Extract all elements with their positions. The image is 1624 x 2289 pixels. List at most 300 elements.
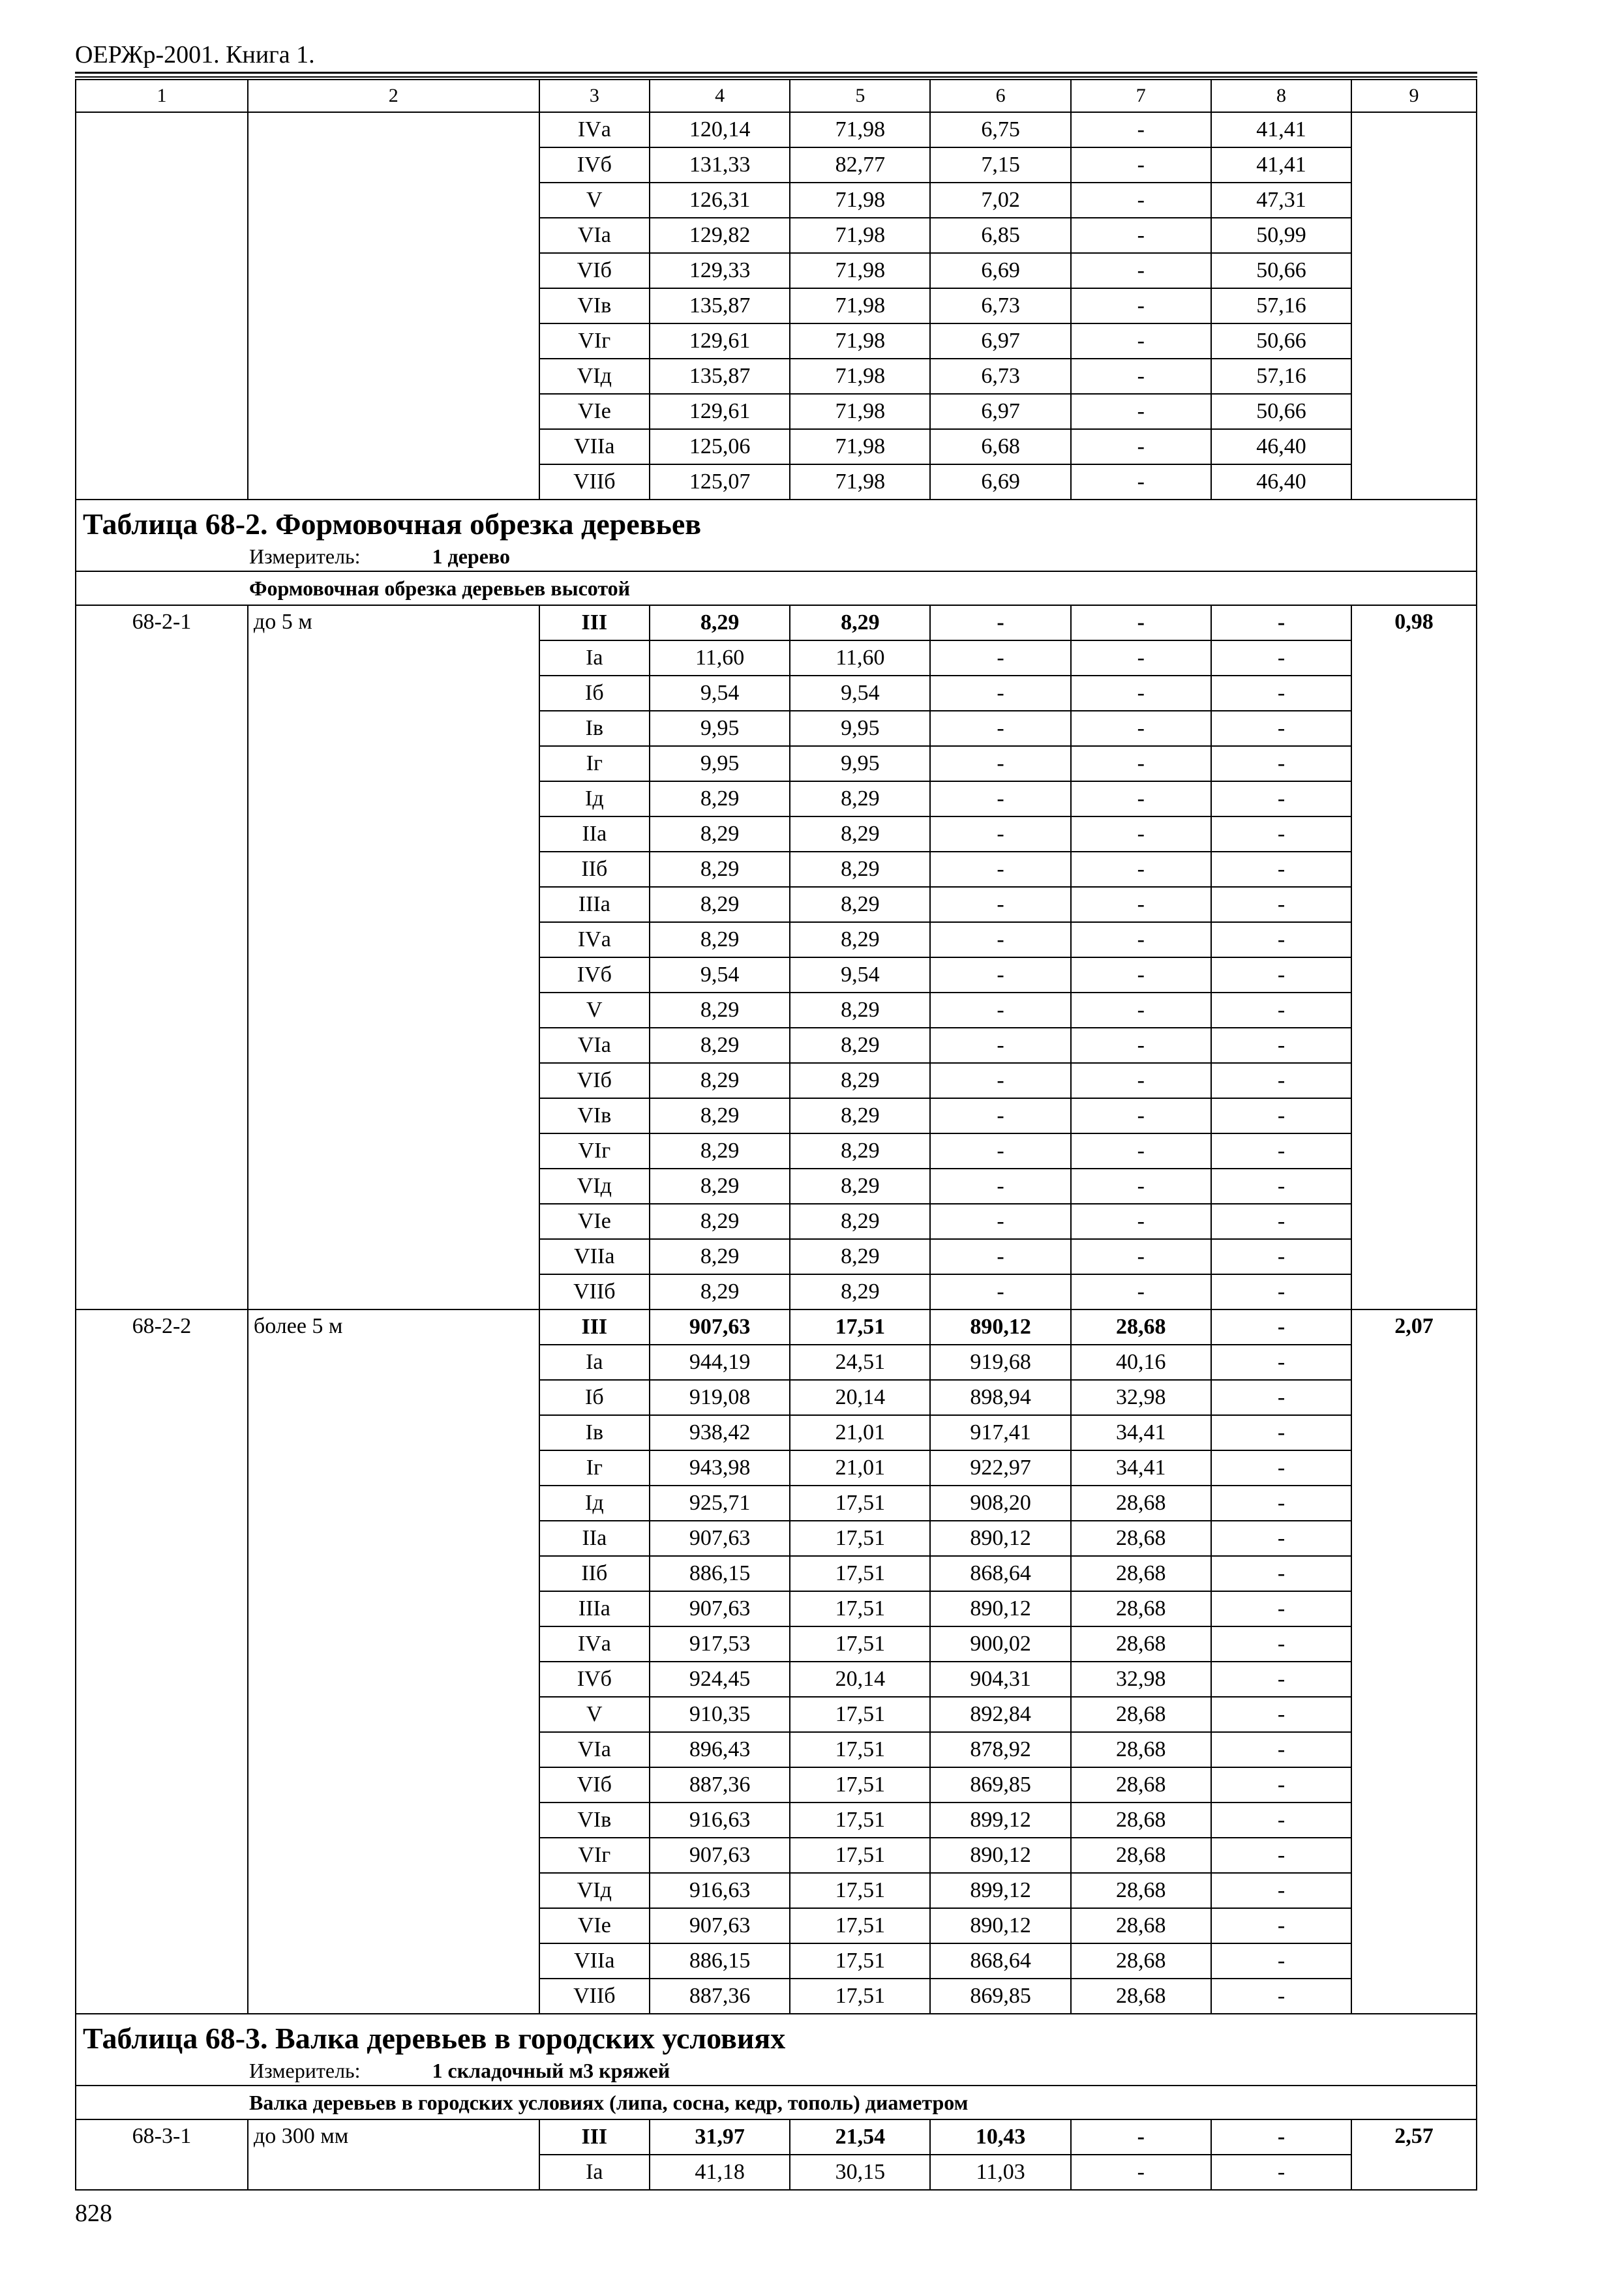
value-cell: - xyxy=(930,746,1070,781)
value-cell: 6,97 xyxy=(930,394,1070,429)
value-cell: 943,98 xyxy=(650,1450,790,1486)
value-cell: 6,73 xyxy=(930,288,1070,323)
value-cell: - xyxy=(1211,1697,1351,1732)
value-cell: 125,06 xyxy=(650,429,790,464)
value-cell: - xyxy=(1211,711,1351,746)
value-cell: 916,63 xyxy=(650,1803,790,1838)
value-cell: IVб xyxy=(539,1662,650,1697)
value-cell: 9,95 xyxy=(790,711,930,746)
value-cell: 57,16 xyxy=(1211,288,1351,323)
value-cell: - xyxy=(1211,887,1351,922)
value-cell: 20,14 xyxy=(790,1662,930,1697)
value-cell: 8,29 xyxy=(790,1204,930,1239)
value-cell: 50,66 xyxy=(1211,394,1351,429)
value-cell: Iв xyxy=(539,1415,650,1450)
value-cell: V xyxy=(539,993,650,1028)
value-cell: 17,51 xyxy=(790,1838,930,1873)
value-cell: VIа xyxy=(539,218,650,253)
value-cell: 50,66 xyxy=(1211,253,1351,288)
value-cell: III xyxy=(539,2119,650,2155)
value-cell: Iд xyxy=(539,1486,650,1521)
value-cell: 887,36 xyxy=(650,1767,790,1803)
value-cell: - xyxy=(1211,1450,1351,1486)
value-cell: 890,12 xyxy=(930,1591,1070,1626)
value-cell: - xyxy=(930,1204,1070,1239)
value-cell: 21,01 xyxy=(790,1450,930,1486)
value-cell: - xyxy=(930,957,1070,993)
code-cell: 68-3-1 xyxy=(76,2119,248,2190)
value-cell: 907,63 xyxy=(650,1521,790,1556)
value-cell: 28,68 xyxy=(1071,1591,1211,1626)
value-cell: 8,29 xyxy=(650,887,790,922)
value-cell: 8,29 xyxy=(790,816,930,852)
value-cell: - xyxy=(1071,218,1211,253)
value-cell: - xyxy=(1071,394,1211,429)
value-cell: - xyxy=(1071,1274,1211,1309)
value-cell: 8,29 xyxy=(650,1239,790,1274)
value-cell: - xyxy=(1211,1486,1351,1521)
value-cell: Iа xyxy=(539,1345,650,1380)
value-cell: - xyxy=(1071,711,1211,746)
norm-cell: 2,57 xyxy=(1351,2119,1477,2190)
value-cell: - xyxy=(1211,1239,1351,1274)
value-cell: - xyxy=(1211,1908,1351,1943)
value-cell: 896,43 xyxy=(650,1732,790,1767)
value-cell: - xyxy=(1211,1063,1351,1098)
table-body xyxy=(76,80,1477,2190)
value-cell: 11,03 xyxy=(930,2155,1070,2190)
value-cell: 71,98 xyxy=(790,218,930,253)
value-cell: 17,51 xyxy=(790,1556,930,1591)
value-cell: VIIа xyxy=(539,1239,650,1274)
value-cell: V xyxy=(539,183,650,218)
value-cell: - xyxy=(1071,359,1211,394)
value-cell: - xyxy=(930,676,1070,711)
value-cell: 129,33 xyxy=(650,253,790,288)
value-cell: 925,71 xyxy=(650,1486,790,1521)
value-cell: III xyxy=(539,605,650,640)
value-cell: Iб xyxy=(539,676,650,711)
name-cell: до 5 м xyxy=(248,605,539,1309)
value-cell: 71,98 xyxy=(790,112,930,147)
value-cell: 21,01 xyxy=(790,1415,930,1450)
value-cell: - xyxy=(1071,676,1211,711)
value-cell: VIб xyxy=(539,1767,650,1803)
value-cell: - xyxy=(1211,1626,1351,1662)
value-cell: 919,68 xyxy=(930,1345,1070,1380)
value-cell: Iг xyxy=(539,746,650,781)
value-cell: 886,15 xyxy=(650,1556,790,1591)
value-cell: 135,87 xyxy=(650,359,790,394)
value-cell: IVа xyxy=(539,112,650,147)
value-cell: - xyxy=(1071,253,1211,288)
value-cell: IVб xyxy=(539,957,650,993)
value-cell: 17,51 xyxy=(790,1309,930,1345)
value-cell: 71,98 xyxy=(790,429,930,464)
value-cell: 50,66 xyxy=(1211,323,1351,359)
value-cell: - xyxy=(1071,816,1211,852)
measure-value: 1 дерево xyxy=(432,545,510,568)
value-cell: - xyxy=(930,1063,1070,1098)
norm-cell: 0,98 xyxy=(1351,605,1477,1309)
value-cell: 6,85 xyxy=(930,218,1070,253)
value-cell: 898,94 xyxy=(930,1380,1070,1415)
value-cell: 878,92 xyxy=(930,1732,1070,1767)
value-cell: - xyxy=(1071,464,1211,500)
group-title-row xyxy=(76,2086,1477,2119)
table-title: Таблица 68-2. Формовочная обрезка деревьев xyxy=(83,507,702,541)
value-cell: 899,12 xyxy=(930,1873,1070,1908)
value-cell: 890,12 xyxy=(930,1838,1070,1873)
value-cell: 17,51 xyxy=(790,1979,930,2014)
value-cell: 899,12 xyxy=(930,1803,1070,1838)
value-cell: VIг xyxy=(539,1838,650,1873)
value-cell: VIIб xyxy=(539,1274,650,1309)
value-cell: - xyxy=(1071,993,1211,1028)
measure-line xyxy=(83,2060,1476,2081)
value-cell: 8,29 xyxy=(650,993,790,1028)
header-rule-thin xyxy=(75,76,1477,78)
group-title: Формовочная обрезка деревьев высотой xyxy=(76,571,1477,605)
value-cell: VIв xyxy=(539,1098,650,1133)
value-cell: IVб xyxy=(539,147,650,183)
value-cell: 8,29 xyxy=(790,1239,930,1274)
value-cell: 9,54 xyxy=(790,676,930,711)
value-cell: - xyxy=(1211,1979,1351,2014)
value-cell: 8,29 xyxy=(790,887,930,922)
column-number: 6 xyxy=(930,80,1070,112)
value-cell: 17,51 xyxy=(790,1697,930,1732)
value-cell: - xyxy=(1211,2155,1351,2190)
column-number-row xyxy=(76,80,1477,112)
value-cell: - xyxy=(1211,1028,1351,1063)
value-cell: VIд xyxy=(539,1169,650,1204)
value-cell: 28,68 xyxy=(1071,1521,1211,1556)
value-cell: 135,87 xyxy=(650,288,790,323)
value-cell: - xyxy=(930,781,1070,816)
value-cell: Iа xyxy=(539,640,650,676)
value-cell: 34,41 xyxy=(1071,1415,1211,1450)
value-cell: 10,43 xyxy=(930,2119,1070,2155)
value-cell: 28,68 xyxy=(1071,1732,1211,1767)
code-cell: 68-2-1 xyxy=(76,605,248,1309)
value-cell: 922,97 xyxy=(930,1450,1070,1486)
value-cell: - xyxy=(1211,1133,1351,1169)
value-cell: - xyxy=(1211,1838,1351,1873)
column-number: 2 xyxy=(248,80,539,112)
value-cell: - xyxy=(1211,1169,1351,1204)
value-cell: 8,29 xyxy=(650,1169,790,1204)
value-cell: 8,29 xyxy=(790,1169,930,1204)
name-cell: более 5 м xyxy=(248,1309,539,2014)
value-cell: Iд xyxy=(539,781,650,816)
value-cell: VIд xyxy=(539,359,650,394)
value-cell: VIIб xyxy=(539,1979,650,2014)
value-cell: - xyxy=(1071,887,1211,922)
norm-cell: 2,07 xyxy=(1351,1309,1477,2014)
value-cell: - xyxy=(930,922,1070,957)
value-cell: - xyxy=(1211,746,1351,781)
value-cell: - xyxy=(1071,2155,1211,2190)
column-number: 3 xyxy=(539,80,650,112)
column-number: 9 xyxy=(1351,80,1477,112)
value-cell: 71,98 xyxy=(790,183,930,218)
value-cell: 17,51 xyxy=(790,1873,930,1908)
value-cell: 120,14 xyxy=(650,112,790,147)
value-cell: 8,29 xyxy=(790,781,930,816)
value-cell: - xyxy=(1211,1591,1351,1626)
value-cell: 17,51 xyxy=(790,1626,930,1662)
value-cell: 8,29 xyxy=(650,816,790,852)
value-cell: 41,41 xyxy=(1211,112,1351,147)
value-cell: 28,68 xyxy=(1071,1803,1211,1838)
value-cell: - xyxy=(1071,746,1211,781)
column-number: 1 xyxy=(76,80,248,112)
section-title-row xyxy=(76,2014,1477,2086)
value-cell: - xyxy=(1071,605,1211,640)
value-cell: 8,29 xyxy=(650,922,790,957)
measure-line xyxy=(83,546,1476,567)
value-cell: Iа xyxy=(539,2155,650,2190)
value-cell: - xyxy=(1211,605,1351,640)
value-cell: - xyxy=(1071,1239,1211,1274)
value-cell: 28,68 xyxy=(1071,1556,1211,1591)
value-cell: 17,51 xyxy=(790,1767,930,1803)
value-cell: 71,98 xyxy=(790,323,930,359)
value-cell: - xyxy=(1071,429,1211,464)
table-row xyxy=(76,1309,1477,1345)
table-row xyxy=(76,605,1477,640)
value-cell: 868,64 xyxy=(930,1556,1070,1591)
value-cell: 892,84 xyxy=(930,1697,1070,1732)
value-cell: 30,15 xyxy=(790,2155,930,2190)
value-cell: 6,97 xyxy=(930,323,1070,359)
value-cell: - xyxy=(1211,1803,1351,1838)
value-cell: 7,02 xyxy=(930,183,1070,218)
value-cell: 869,85 xyxy=(930,1979,1070,2014)
value-cell: 8,29 xyxy=(650,1204,790,1239)
value-cell: V xyxy=(539,1697,650,1732)
value-cell: 28,68 xyxy=(1071,1309,1211,1345)
name-cell: до 300 мм xyxy=(248,2119,539,2190)
value-cell: 28,68 xyxy=(1071,1767,1211,1803)
value-cell: VIIа xyxy=(539,429,650,464)
value-cell: - xyxy=(1211,1873,1351,1908)
value-cell: 6,75 xyxy=(930,112,1070,147)
value-cell: - xyxy=(930,1098,1070,1133)
value-cell: VIг xyxy=(539,1133,650,1169)
value-cell: - xyxy=(1211,957,1351,993)
value-cell: 17,51 xyxy=(790,1908,930,1943)
value-cell: 910,35 xyxy=(650,1697,790,1732)
value-cell: - xyxy=(1211,1732,1351,1767)
code-cell: 68-2-2 xyxy=(76,1309,248,2014)
value-cell: - xyxy=(1211,1345,1351,1380)
value-cell: 907,63 xyxy=(650,1591,790,1626)
value-cell: - xyxy=(1071,323,1211,359)
value-cell: 904,31 xyxy=(930,1662,1070,1697)
value-cell: 8,29 xyxy=(790,1028,930,1063)
code-cell xyxy=(76,112,248,500)
value-cell: - xyxy=(1071,1028,1211,1063)
name-cell xyxy=(248,112,539,500)
value-cell: 8,29 xyxy=(790,1133,930,1169)
rates-table xyxy=(75,79,1477,2191)
value-cell: - xyxy=(1211,1556,1351,1591)
value-cell: 907,63 xyxy=(650,1908,790,1943)
value-cell: 32,98 xyxy=(1071,1662,1211,1697)
value-cell: 50,99 xyxy=(1211,218,1351,253)
value-cell: - xyxy=(1211,676,1351,711)
value-cell: 8,29 xyxy=(650,1028,790,1063)
value-cell: - xyxy=(930,816,1070,852)
value-cell: - xyxy=(930,1133,1070,1169)
value-cell: 917,41 xyxy=(930,1415,1070,1450)
value-cell: 890,12 xyxy=(930,1521,1070,1556)
value-cell: 40,16 xyxy=(1071,1345,1211,1380)
value-cell: VIе xyxy=(539,1908,650,1943)
table-title: Таблица 68-3. Валка деревьев в городских условиях xyxy=(83,2022,786,2055)
page-number: 828 xyxy=(75,2200,112,2227)
value-cell: - xyxy=(1211,816,1351,852)
value-cell: - xyxy=(1071,922,1211,957)
column-number: 8 xyxy=(1211,80,1351,112)
value-cell: - xyxy=(1211,1767,1351,1803)
value-cell: 8,29 xyxy=(790,605,930,640)
value-cell: 8,29 xyxy=(650,1274,790,1309)
value-cell: 944,19 xyxy=(650,1345,790,1380)
value-cell: 28,68 xyxy=(1071,1697,1211,1732)
value-cell: - xyxy=(1071,1133,1211,1169)
value-cell: 916,63 xyxy=(650,1873,790,1908)
value-cell: 28,68 xyxy=(1071,1626,1211,1662)
value-cell: - xyxy=(1211,1098,1351,1133)
value-cell: 11,60 xyxy=(790,640,930,676)
value-cell: IIIа xyxy=(539,887,650,922)
value-cell: VIе xyxy=(539,1204,650,1239)
value-cell: 9,54 xyxy=(650,676,790,711)
value-cell: 9,95 xyxy=(650,746,790,781)
value-cell: 8,29 xyxy=(650,1063,790,1098)
value-cell: 9,54 xyxy=(650,957,790,993)
section-title-row xyxy=(76,500,1477,571)
value-cell: 24,51 xyxy=(790,1345,930,1380)
value-cell: 46,40 xyxy=(1211,464,1351,500)
value-cell: VIв xyxy=(539,1803,650,1838)
value-cell: 8,29 xyxy=(790,852,930,887)
value-cell: - xyxy=(1071,640,1211,676)
value-cell: - xyxy=(930,605,1070,640)
value-cell: 17,51 xyxy=(790,1486,930,1521)
value-cell: 6,73 xyxy=(930,359,1070,394)
value-cell: 7,15 xyxy=(930,147,1070,183)
value-cell: 6,69 xyxy=(930,253,1070,288)
value-cell: Iг xyxy=(539,1450,650,1486)
value-cell: VIе xyxy=(539,394,650,429)
value-cell: 71,98 xyxy=(790,359,930,394)
value-cell: - xyxy=(1071,957,1211,993)
value-cell: 924,45 xyxy=(650,1662,790,1697)
value-cell: IIб xyxy=(539,852,650,887)
value-cell: 125,07 xyxy=(650,464,790,500)
value-cell: 71,98 xyxy=(790,253,930,288)
value-cell: VIб xyxy=(539,1063,650,1098)
column-number: 4 xyxy=(650,80,790,112)
value-cell: - xyxy=(930,711,1070,746)
value-cell: 11,60 xyxy=(650,640,790,676)
value-cell: VIIб xyxy=(539,464,650,500)
value-cell: - xyxy=(1211,2119,1351,2155)
value-cell: - xyxy=(1211,993,1351,1028)
value-cell: - xyxy=(1211,1415,1351,1450)
value-cell: - xyxy=(1211,1309,1351,1345)
value-cell: - xyxy=(1071,1169,1211,1204)
value-cell: 868,64 xyxy=(930,1943,1070,1979)
value-cell: 41,18 xyxy=(650,2155,790,2190)
value-cell: 907,63 xyxy=(650,1838,790,1873)
value-cell: 34,41 xyxy=(1071,1450,1211,1486)
value-cell: - xyxy=(930,852,1070,887)
value-cell: IIа xyxy=(539,816,650,852)
value-cell: - xyxy=(1211,781,1351,816)
value-cell: 28,68 xyxy=(1071,1873,1211,1908)
value-cell: - xyxy=(930,1274,1070,1309)
value-cell: - xyxy=(1071,288,1211,323)
column-number: 7 xyxy=(1071,80,1211,112)
value-cell: 9,95 xyxy=(650,711,790,746)
value-cell: VIд xyxy=(539,1873,650,1908)
value-cell: 28,68 xyxy=(1071,1838,1211,1873)
value-cell: VIа xyxy=(539,1028,650,1063)
value-cell: 17,51 xyxy=(790,1803,930,1838)
value-cell: 938,42 xyxy=(650,1415,790,1450)
value-cell: 47,31 xyxy=(1211,183,1351,218)
value-cell: 8,29 xyxy=(650,1098,790,1133)
value-cell: 28,68 xyxy=(1071,1908,1211,1943)
value-cell: IIб xyxy=(539,1556,650,1591)
value-cell: 8,29 xyxy=(790,1274,930,1309)
value-cell: 9,54 xyxy=(790,957,930,993)
value-cell: - xyxy=(930,1169,1070,1204)
value-cell: 869,85 xyxy=(930,1767,1070,1803)
value-cell: - xyxy=(1071,852,1211,887)
value-cell: 890,12 xyxy=(930,1309,1070,1345)
value-cell: 71,98 xyxy=(790,464,930,500)
value-cell: VIг xyxy=(539,323,650,359)
column-number: 5 xyxy=(790,80,930,112)
value-cell: 20,14 xyxy=(790,1380,930,1415)
table-row xyxy=(76,2119,1477,2155)
value-cell: 919,08 xyxy=(650,1380,790,1415)
value-cell: 71,98 xyxy=(790,394,930,429)
value-cell: - xyxy=(930,640,1070,676)
value-cell: - xyxy=(930,1239,1070,1274)
measure-value: 1 складочный м3 кряжей xyxy=(432,2059,670,2082)
value-cell: 917,53 xyxy=(650,1626,790,1662)
value-cell: 17,51 xyxy=(790,1732,930,1767)
value-cell: - xyxy=(930,887,1070,922)
value-cell: - xyxy=(930,1028,1070,1063)
value-cell: 129,82 xyxy=(650,218,790,253)
value-cell: 28,68 xyxy=(1071,1486,1211,1521)
group-title-row xyxy=(76,571,1477,605)
value-cell: 31,97 xyxy=(650,2119,790,2155)
value-cell: 46,40 xyxy=(1211,429,1351,464)
value-cell: 890,12 xyxy=(930,1908,1070,1943)
value-cell: 28,68 xyxy=(1071,1979,1211,2014)
value-cell: - xyxy=(1211,1380,1351,1415)
value-cell: IVа xyxy=(539,922,650,957)
